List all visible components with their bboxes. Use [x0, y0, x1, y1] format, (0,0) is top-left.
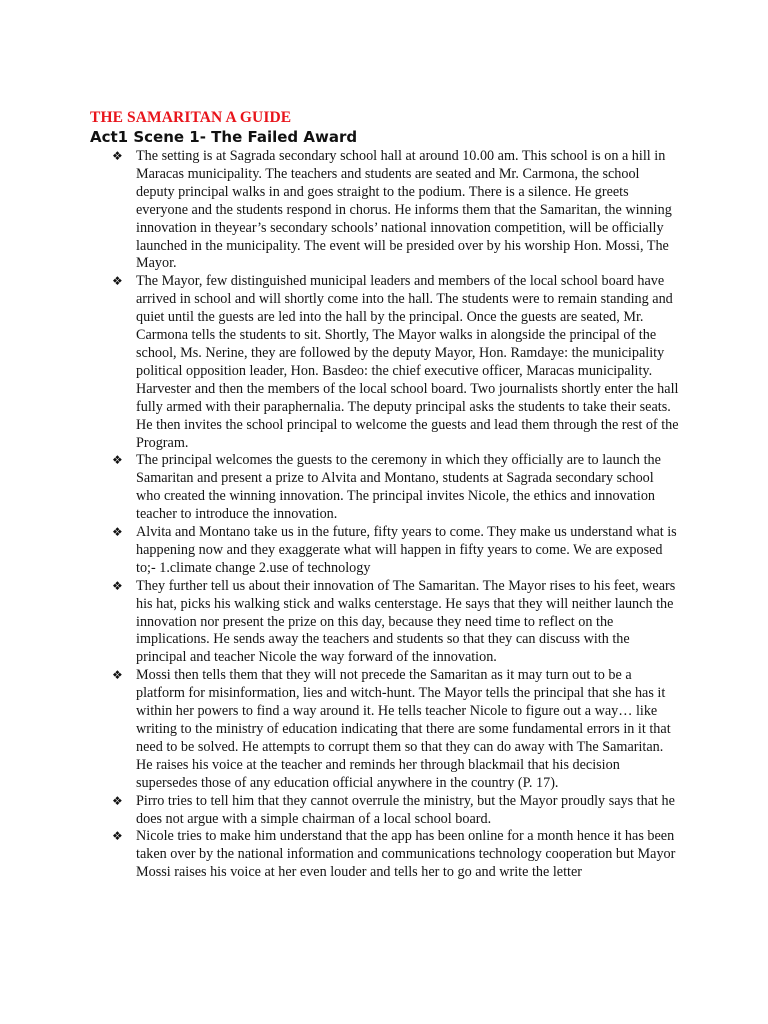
bullet-text: Nicole tries to make him understand that the app has been online for a month hence it has been taken over by the national information and communications technology cooperation but Mayor Mossi raises his voice at her even louder and tells her to go and write the letter — [136, 828, 676, 881]
diamond-bullet-icon: ❖ — [112, 453, 123, 468]
scene-heading: Act1 Scene 1- The Failed Award — [90, 128, 358, 146]
diamond-bullet-icon: ❖ — [112, 668, 123, 683]
bullet-text: Pirro tries to tell him that they cannot overrule the ministry, but the Mayor proudly says that he does not argue with a simple chairman of a local school board. — [136, 792, 675, 827]
list-item — [110, 578, 680, 668]
bullet-text: The principal welcomes the guests to the ceremony in which they officially are to launch the Samaritan and present a prize to Alvita and Montano, students at Sagrada secondary school who created the winning innovation. The principal invites Nicole, the ethics and innovation teacher to introduce the innovation. — [136, 452, 661, 523]
list-item — [110, 667, 680, 792]
diamond-bullet-icon: ❖ — [112, 829, 123, 844]
diamond-bullet-icon: ❖ — [112, 525, 123, 540]
bullet-list — [110, 148, 680, 882]
bullet-text: Mossi then tells them that they will not precede the Samaritan as it may turn out to be a platform for misinformation, lies and witch-hunt. The Mayor tells the principal that she has it within her powers to find a way around it. He tells teacher Nicole to figure out a way… like writing to the ministry of education indicating that there are some fundamental errors in it that need to be solved. He attempts to corrupt them so that they can do away with The Samaritan. He raises his voice at the teacher and reminds her through blackmail that his decision supersedes those of any education official anywhere in the country (P. 17). — [136, 667, 671, 791]
diamond-bullet-icon: ❖ — [112, 149, 123, 163]
bullet-text: The setting is at Sagrada secondary school hall at around 10.00 am. This school is on a hill in Maracas municipality. The teachers and students are seated and Mr. Carmona, the school deputy principal walks in and goes straight to the podium. There is a silence. He greets everyone and the students respond in chorus. He informs them that the Samaritan, the winning innovation in theyear’s secondary schools’ national innovation competition, will be officially launched in the municipality. The event will be presided over by his worship Hon. Mossi, The Mayor. — [136, 148, 672, 272]
list-item — [110, 273, 680, 452]
bullet-text: They further tell us about their innovation of The Samaritan. The Mayor rises to his feet, wears his hat, picks his walking stick and walks centerstage. He says that they will neither launch the innovation nor present the prize on this day, because they need time to reflect on the implications. He sends away the teachers and students so that they can discuss with the principal and teacher Nicole the way forward of the innovation. — [136, 577, 676, 666]
bullet-text: The Mayor, few distinguished municipal leaders and members of the local school board have arrived in school and will shortly come into the hall. The students were to remain standing and quiet until the guests are led into the hall by the principal. Once the guests are seated, Mr. Carmona tells the students to sit. Shortly, The Mayor walks in alongside the principal of the school, Ms. Nerine, they are followed by the deputy Mayor, Hon. Ramdaye: the municipality political opposition leader, Hon. Basdeo: the chief executive officer, Maracas municipality. Harvester and then the members of the local school board. Two journalists shortly enter the hall fully armed with their paraphernalia. The deputy principal asks the students to take their seats. He then invites the school principal to welcome the guests and lead them through the rest of the Program. — [136, 273, 679, 451]
bullet-text: Alvita and Montano take us in the future, fifty years to come. They make us understand what is happening now and they exaggerate what will happen in fifty years to come. We are exposed to;- 1.climate change 2.use of technology — [136, 524, 677, 576]
diamond-bullet-icon: ❖ — [112, 793, 123, 808]
diamond-bullet-icon: ❖ — [112, 274, 123, 289]
list-item — [110, 452, 680, 524]
document-title: THE SAMARITAN A GUIDE — [90, 109, 292, 126]
list-item — [110, 793, 680, 829]
list-item — [110, 148, 680, 273]
diamond-bullet-icon: ❖ — [112, 578, 123, 593]
list-item — [110, 828, 680, 882]
list-item — [110, 524, 680, 578]
